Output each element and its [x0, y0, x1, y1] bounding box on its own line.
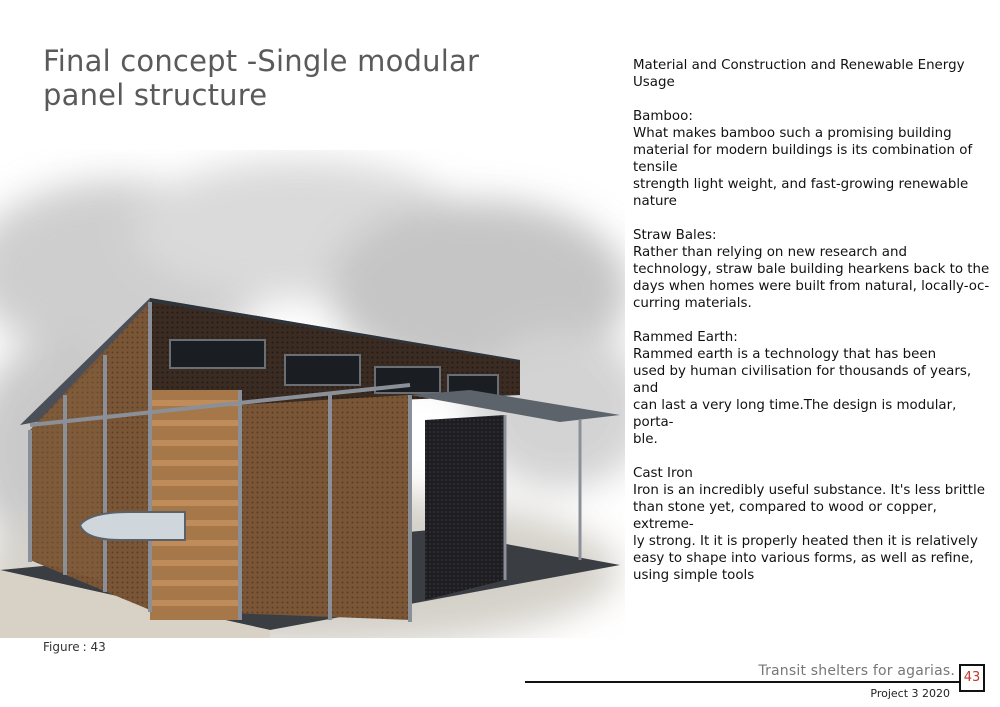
wood-slats: [150, 390, 240, 620]
straw-bales-section: Straw Bales: Rather than relying on new research and technology, straw bale building hearkens back to the days when homes were built from natural, locally-oc- curring materials.: [633, 227, 993, 312]
footer-title: Transit shelters for agarias.: [758, 663, 955, 679]
section-heading: Straw Bales:: [633, 228, 717, 243]
page-title: Final concept -Single modular panel structure: [43, 44, 480, 112]
cast-iron-section: Cast Iron Iron is an incredibly useful substance. It's less brittle than stone yet, compared to wood or copper, extreme- ly strong. It it is properly heated then it is relatively easy to shape into various forms, as well as refine, using simple tools: [633, 465, 993, 584]
section-heading: Cast Iron: [633, 466, 693, 481]
bench: [80, 512, 185, 540]
bamboo-section: Bamboo: What makes bamboo such a promising building material for modern buildings is its combination of tensile strength light weight, and fast-growing renewable nature: [633, 108, 993, 210]
rammed-earth-section: Rammed Earth: Rammed earth is a technology that has been used by human civilisation for thousands of years, and can last a very long time.The design is modular, porta- ble.: [633, 329, 993, 448]
section-heading: Bamboo:: [633, 109, 693, 124]
figure-caption: [43, 640, 109, 654]
figure-label: Figure: [43, 640, 80, 654]
figure-number: : 43: [82, 640, 106, 654]
page-number: 43: [959, 664, 985, 692]
shelter-render-figure: [0, 150, 625, 638]
materials-heading: Material and Construction and Renewable Energy Usage: [633, 58, 965, 90]
materials-text: [633, 57, 993, 601]
footer-divider: [525, 681, 961, 683]
footer-project-label: Project 3 2020: [870, 687, 950, 700]
section-heading: Rammed Earth:: [633, 330, 738, 345]
